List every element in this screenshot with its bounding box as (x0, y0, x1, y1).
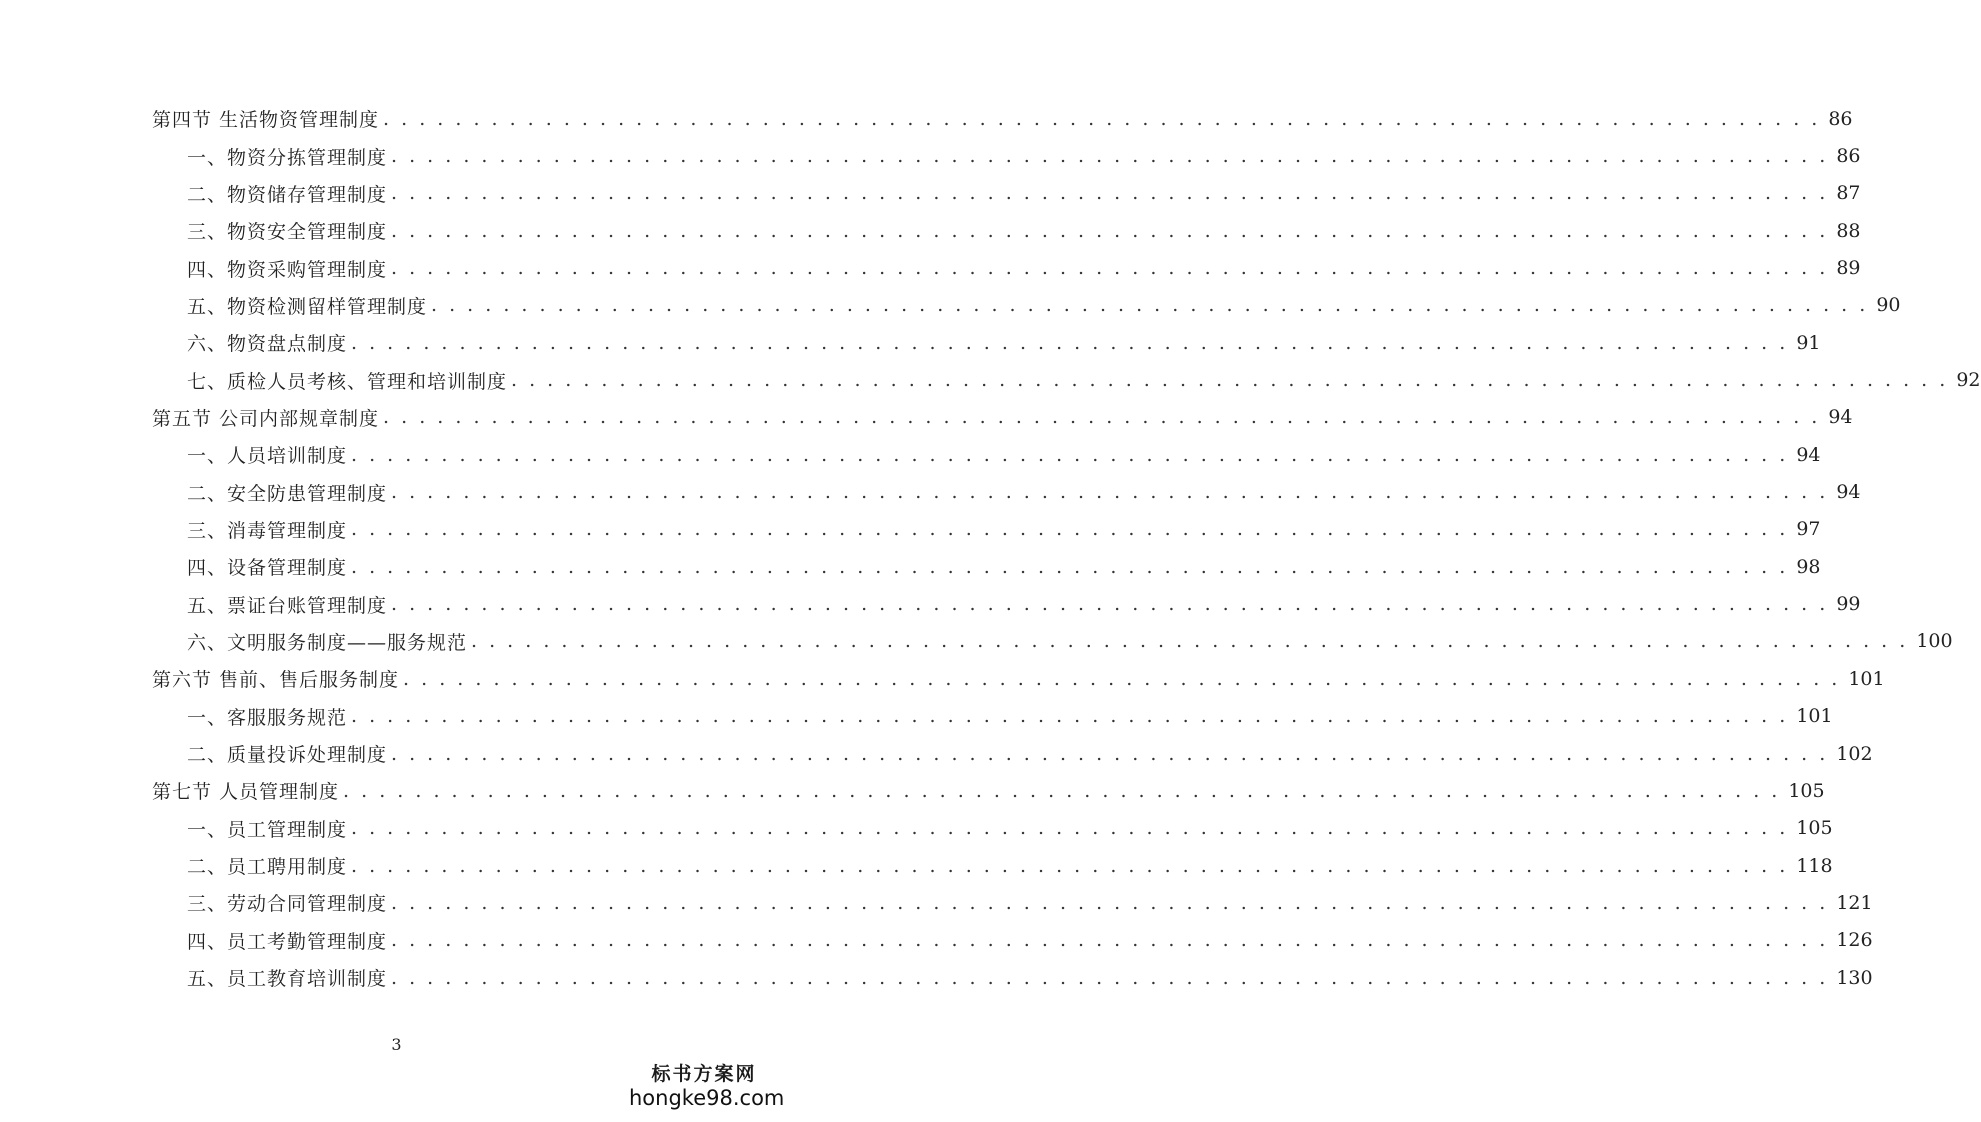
toc-entry-page: 100 (1916, 630, 1953, 653)
toc-dot-leader: . . . . . . . . . . . . . . . . . . . . . . . . . . . . . . . . . . . . . . . . . . . . . . . . . . . . . . . . . . . . . . . . . . . . . . . . . . . . . . . . (391, 593, 1829, 616)
toc-dot-leader: . . . . . . . . . . . . . . . . . . . . . . . . . . . . . . . . . . . . . . . . . . . . . . . . . . . . . . . . . . . . . . . . . . . . . . . . . . . . . . . . (391, 891, 1829, 914)
toc-entry-title: 第六节 售前、售后服务制度 (152, 669, 400, 692)
toc-dot-leader: . . . . . . . . . . . . . . . . . . . . . . . . . . . . . . . . . . . . . . . . . . . . . . . . . . . . . . . . . . . . . . . . . . . . . . . . . . . . . . . . (391, 966, 1829, 989)
toc-entry-page: 105 (1796, 817, 1833, 840)
toc-subsection-entry[interactable] (0, 922, 1873, 959)
toc-dot-leader: . . . . . . . . . . . . . . . . . . . . . . . . . . . . . . . . . . . . . . . . . . . . . . . . . . . . . . . . . . . . . . . . . . . . . . . . . . . . . . . . (383, 107, 1821, 130)
toc-entry-title: 二、物资储存管理制度 (187, 183, 388, 206)
toc-entry-page: 90 (1876, 294, 1901, 317)
toc-subsection-entry[interactable] (0, 698, 1833, 735)
toc-dot-leader: . . . . . . . . . . . . . . . . . . . . . . . . . . . . . . . . . . . . . . . . . . . . . . . . . . . . . . . . . . . . . . . . . . . . . . . . . . . . . . . . (391, 219, 1829, 242)
toc-dot-leader: . . . . . . . . . . . . . . . . . . . . . . . . . . . . . . . . . . . . . . . . . . . . . . . . . . . . . . . . . . . . . . . . . . . . . . . . . . . . . . . . (351, 705, 1789, 728)
toc-dot-leader: . . . . . . . . . . . . . . . . . . . . . . . . . . . . . . . . . . . . . . . . . . . . . . . . . . . . . . . . . . . . . . . . . . . . . . . . . . . . . . . . (391, 257, 1829, 280)
toc-entry-page: 92 (1956, 369, 1981, 392)
toc-entry-title: 第五节 公司内部规章制度 (152, 407, 380, 430)
toc-dot-leader: . . . . . . . . . . . . . . . . . . . . . . . . . . . . . . . . . . . . . . . . . . . . . . . . . . . . . . . . . . . . . . . . . . . . . . . . . . . . . . . . (383, 406, 1821, 429)
page-number: 3 (391, 1035, 402, 1054)
toc-subsection-entry[interactable] (0, 361, 1981, 398)
toc-subsection-entry[interactable] (0, 249, 1861, 286)
toc-dot-leader: . . . . . . . . . . . . . . . . . . . . . . . . . . . . . . . . . . . . . . . . . . . . . . . . . . . . . . . . . . . . . . . . . . . . . . . . . . . . . . . . (351, 331, 1789, 354)
toc-section-entry[interactable] (0, 399, 1853, 436)
toc-dot-leader: . . . . . . . . . . . . . . . . . . . . . . . . . . . . . . . . . . . . . . . . . . . . . . . . . . . . . . . . . . . . . . . . . . . . . . . . . . . . . . . . (351, 518, 1789, 541)
toc-dot-leader: . . . . . . . . . . . . . . . . . . . . . . . . . . . . . . . . . . . . . . . . . . . . . . . . . . . . . . . . . . . . . . . . . . . . . . . . . . . . . . . . (391, 182, 1829, 205)
toc-subsection-entry[interactable] (0, 287, 1901, 324)
toc-subsection-entry[interactable] (0, 212, 1861, 249)
toc-dot-leader: . . . . . . . . . . . . . . . . . . . . . . . . . . . . . . . . . . . . . . . . . . . . . . . . . . . . . . . . . . . . . . . . . . . . . . . . . . . . . . . . (511, 369, 1949, 392)
toc-entry-title: 六、物资盘点制度 (187, 333, 348, 356)
toc-entry-title: 第七节 人员管理制度 (152, 781, 340, 804)
toc-subsection-entry[interactable] (0, 623, 1953, 660)
toc-section-entry[interactable] (0, 660, 1885, 697)
toc-entry-title: 四、物资采购管理制度 (187, 258, 388, 281)
toc-entry-title: 三、物资安全管理制度 (187, 221, 388, 244)
toc-subsection-entry[interactable] (0, 548, 1821, 585)
toc-entry-title: 七、质检人员考核、管理和培训制度 (187, 370, 508, 393)
toc-subsection-entry[interactable] (0, 847, 1833, 884)
toc-subsection-entry[interactable] (0, 585, 1861, 622)
toc-entry-title: 二、质量投诉处理制度 (187, 744, 388, 767)
toc-entry-page: 86 (1828, 107, 1853, 130)
toc-entry-page: 94 (1796, 443, 1821, 466)
toc-entry-title: 三、劳动合同管理制度 (187, 893, 388, 916)
toc-entry-title: 四、设备管理制度 (187, 557, 348, 580)
toc-entry-title: 一、物资分拣管理制度 (187, 146, 388, 169)
toc-dot-leader: . . . . . . . . . . . . . . . . . . . . . . . . . . . . . . . . . . . . . . . . . . . . . . . . . . . . . . . . . . . . . . . . . . . . . . . . . . . . . . . . (351, 854, 1789, 877)
toc-entry-page: 101 (1848, 667, 1885, 690)
toc-entry-title: 三、消毒管理制度 (187, 519, 348, 542)
toc-dot-leader: . . . . . . . . . . . . . . . . . . . . . . . . . . . . . . . . . . . . . . . . . . . . . . . . . . . . . . . . . . . . . . . . . . . . . . . . . . . . . . . . (431, 294, 1869, 317)
toc-subsection-entry[interactable] (0, 436, 1821, 473)
toc-entry-page: 102 (1836, 742, 1873, 765)
toc-entry-page: 105 (1788, 779, 1825, 802)
toc-entry-title: 四、员工考勤管理制度 (187, 930, 388, 953)
toc-entry-page: 91 (1796, 331, 1821, 354)
toc-entry-page: 87 (1836, 182, 1861, 205)
toc-entry-page: 98 (1796, 555, 1821, 578)
toc-entry-page: 121 (1836, 891, 1873, 914)
watermark-logo (629, 1059, 785, 1110)
table-of-contents (0, 100, 1981, 996)
toc-dot-leader: . . . . . . . . . . . . . . . . . . . . . . . . . . . . . . . . . . . . . . . . . . . . . . . . . . . . . . . . . . . . . . . . . . . . . . . . . . . . . . . . (343, 779, 1781, 802)
toc-entry-page: 130 (1836, 966, 1873, 989)
toc-entry-page: 97 (1796, 518, 1821, 541)
toc-subsection-entry[interactable] (0, 959, 1873, 996)
toc-subsection-entry[interactable] (0, 884, 1873, 921)
toc-dot-leader: . . . . . . . . . . . . . . . . . . . . . . . . . . . . . . . . . . . . . . . . . . . . . . . . . . . . . . . . . . . . . . . . . . . . . . . . . . . . . . . . (403, 667, 1841, 690)
toc-subsection-entry[interactable] (0, 735, 1873, 772)
toc-section-entry[interactable] (0, 772, 1825, 809)
toc-entry-title: 一、人员培训制度 (187, 445, 348, 468)
toc-dot-leader: . . . . . . . . . . . . . . . . . . . . . . . . . . . . . . . . . . . . . . . . . . . . . . . . . . . . . . . . . . . . . . . . . . . . . . . . . . . . . . . . (391, 145, 1829, 168)
toc-section-entry[interactable] (0, 100, 1853, 137)
toc-entry-page: 86 (1836, 145, 1861, 168)
toc-entry-title: 一、员工管理制度 (187, 818, 348, 841)
toc-entry-title: 二、安全防患管理制度 (187, 482, 388, 505)
toc-entry-title: 六、文明服务制度——服务规范 (187, 631, 468, 654)
toc-dot-leader: . . . . . . . . . . . . . . . . . . . . . . . . . . . . . . . . . . . . . . . . . . . . . . . . . . . . . . . . . . . . . . . . . . . . . . . . . . . . . . . . (351, 443, 1789, 466)
watermark-url-text: hongke98.com (629, 1086, 785, 1110)
toc-dot-leader: . . . . . . . . . . . . . . . . . . . . . . . . . . . . . . . . . . . . . . . . . . . . . . . . . . . . . . . . . . . . . . . . . . . . . . . . . . . . . . . . (391, 742, 1829, 765)
toc-entry-page: 101 (1796, 705, 1833, 728)
toc-dot-leader: . . . . . . . . . . . . . . . . . . . . . . . . . . . . . . . . . . . . . . . . . . . . . . . . . . . . . . . . . . . . . . . . . . . . . . . . . . . . . . . . (391, 929, 1829, 952)
toc-entry-title: 二、员工聘用制度 (187, 856, 348, 879)
toc-entry-title: 五、员工教育培训制度 (187, 968, 388, 991)
toc-subsection-entry[interactable] (0, 324, 1821, 361)
watermark-chinese-text: 标书方案网 (651, 1063, 757, 1085)
toc-entry-page: 118 (1796, 854, 1833, 877)
toc-subsection-entry[interactable] (0, 810, 1833, 847)
toc-entry-title: 第四节 生活物资管理制度 (152, 109, 380, 132)
toc-entry-title: 五、物资检测留样管理制度 (187, 295, 428, 318)
toc-entry-page: 94 (1836, 481, 1861, 504)
toc-entry-page: 99 (1836, 593, 1861, 616)
toc-dot-leader: . . . . . . . . . . . . . . . . . . . . . . . . . . . . . . . . . . . . . . . . . . . . . . . . . . . . . . . . . . . . . . . . . . . . . . . . . . . . . . . . (351, 817, 1789, 840)
toc-subsection-entry[interactable] (0, 511, 1821, 548)
toc-subsection-entry[interactable] (0, 175, 1861, 212)
toc-entry-page: 88 (1836, 219, 1861, 242)
toc-entry-page: 89 (1836, 257, 1861, 280)
toc-entry-title: 一、客服服务规范 (187, 706, 348, 729)
toc-subsection-entry[interactable] (0, 473, 1861, 510)
toc-dot-leader: . . . . . . . . . . . . . . . . . . . . . . . . . . . . . . . . . . . . . . . . . . . . . . . . . . . . . . . . . . . . . . . . . . . . . . . . . . . . . . . . (391, 481, 1829, 504)
toc-entry-title: 五、票证台账管理制度 (187, 594, 388, 617)
toc-dot-leader: . . . . . . . . . . . . . . . . . . . . . . . . . . . . . . . . . . . . . . . . . . . . . . . . . . . . . . . . . . . . . . . . . . . . . . . . . . . . . . . . (351, 555, 1789, 578)
toc-entry-page: 126 (1836, 929, 1873, 952)
toc-subsection-entry[interactable] (0, 137, 1861, 174)
toc-dot-leader: . . . . . . . . . . . . . . . . . . . . . . . . . . . . . . . . . . . . . . . . . . . . . . . . . . . . . . . . . . . . . . . . . . . . . . . . . . . . . . . . (471, 630, 1909, 653)
toc-entry-page: 94 (1828, 406, 1853, 429)
